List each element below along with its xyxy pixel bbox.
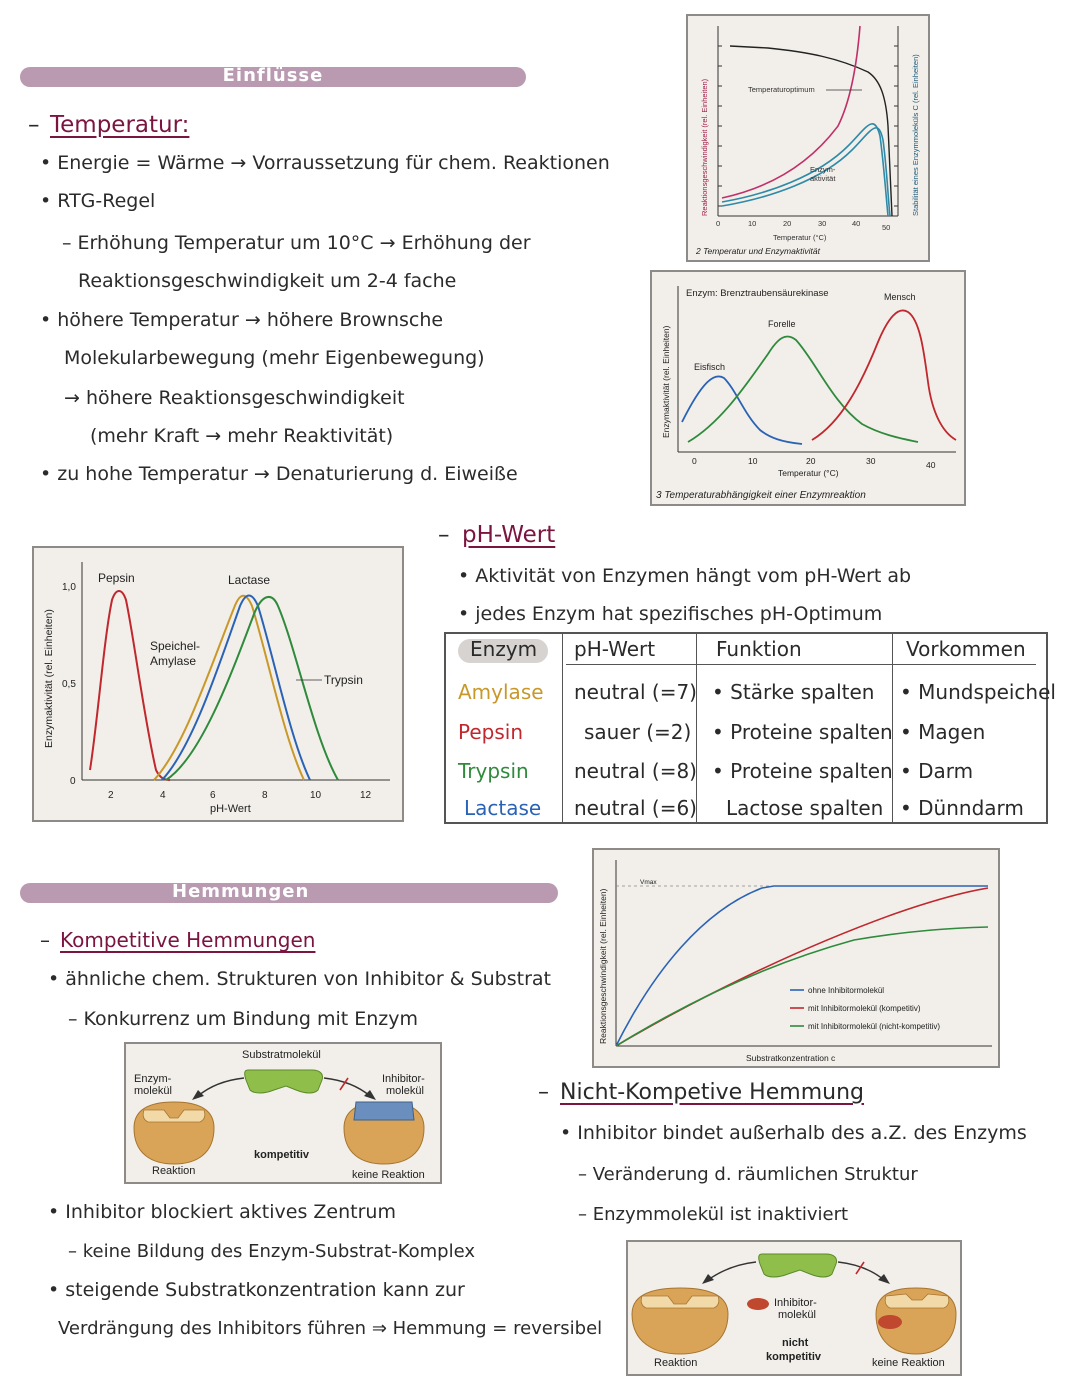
- ph-fig-ytick-05: 0,5: [62, 679, 76, 690]
- table-row-pepsin-ph: sauer (=2): [584, 720, 692, 744]
- ph-label-amylase-1: Speichel-: [150, 639, 201, 653]
- noncompetitive-svg: [628, 1242, 960, 1374]
- temp-line-4: Reaktionsgeschwindigkeit um 2-4 fache: [78, 270, 457, 292]
- ph-line-1: • Aktivität von Enzymen hängt vom pH-Wert ab: [458, 565, 912, 587]
- ph-label-pepsin: Pepsin: [98, 571, 135, 585]
- noncompetitive-line-3: – Enzymmolekül ist inaktiviert: [578, 1204, 849, 1225]
- temp-line-5: • höhere Temperatur → höhere Brownsche: [40, 309, 444, 331]
- kin-legend-3: mit Inhibitormolekül (nicht-kompetitiv): [808, 1022, 941, 1031]
- comp-arrowhead-right: [364, 1090, 376, 1100]
- noncomp-arrowhead-right: [878, 1274, 890, 1284]
- ph-xtick-2: 2: [108, 790, 114, 801]
- temp-line-8: (mehr Kraft → mehr Reaktivität): [90, 425, 394, 447]
- fig3-xtick-10: 10: [748, 456, 758, 466]
- ph-fig-ylabel: Enzymaktivität (rel. Einheiten): [43, 609, 55, 748]
- noncomp-fig-inhibitor-2: molekül: [778, 1309, 816, 1321]
- noncomp-arrowhead-left: [702, 1274, 714, 1284]
- noncompetitive-line-2: – Veränderung d. räumlichen Struktur: [578, 1164, 918, 1185]
- ph-heading: pH-Wert: [462, 522, 556, 548]
- figure-competitive-inhibition: [124, 1042, 442, 1184]
- fig2-ylabel-right: Stabilität eines Enzymmoleküls C (rel. Einheiten): [911, 54, 920, 216]
- table-row-pepsin-funktion: • Proteine spalten: [712, 720, 893, 744]
- ph-fig-xlabel: pH-Wert: [210, 803, 251, 815]
- figure-noncompetitive-inhibition: [626, 1240, 962, 1376]
- dash-marker-competitive: –: [40, 928, 50, 952]
- ph-enzyme-table: [444, 632, 1056, 824]
- comp-fig-substrate: Substratmolekül: [242, 1049, 321, 1061]
- fig2-right-ticks: [894, 46, 898, 206]
- comp-fig-no-reaction: keine Reaktion: [352, 1169, 425, 1181]
- table-row-amylase-vorkommen: • Mundspeichel: [900, 680, 1056, 704]
- noncomp-fig-no-reaction: keine Reaktion: [872, 1357, 945, 1369]
- temp-line-1: • Energie = Wärme → Vorraussetzung für chem. Reaktionen: [40, 152, 610, 174]
- fig2-activity-curve-2: [722, 128, 890, 216]
- ph-fig-xticks: [108, 790, 372, 801]
- table-header-funktion: Funktion: [716, 637, 802, 661]
- noncomp-fig-nicht-2: kompetitiv: [766, 1351, 822, 1363]
- noncomp-arrow-left: [708, 1262, 756, 1280]
- table-row-trypsin-funktion: • Proteine spalten: [712, 759, 893, 783]
- temp-line-2: • RTG-Regel: [40, 190, 156, 212]
- noncompetitive-heading: Nicht-Kompetive Hemmung: [560, 1080, 864, 1105]
- competitive-line-4: – keine Bildung des Enzym-Substrat-Komplex: [68, 1241, 476, 1262]
- noncomp-fig-nicht-1: nicht: [782, 1337, 809, 1349]
- ph-curve-trypsin: [166, 597, 338, 780]
- figure-ph-optimum: [32, 546, 404, 822]
- table-header-vorkommen: Vorkommen: [906, 637, 1026, 661]
- fig2-label-optimum: Temperaturoptimum: [748, 85, 815, 94]
- temperature-heading: Temperatur:: [50, 112, 190, 138]
- table-row-amylase-ph: neutral (=7): [574, 680, 697, 704]
- fig2-xtick-20: 20: [783, 219, 792, 228]
- fig3-xtick-40: 40: [926, 460, 936, 470]
- dash-marker-ph: –: [438, 522, 450, 548]
- noncomp-substrate-molecule: [759, 1254, 837, 1277]
- ph-xtick-6: 6: [210, 790, 216, 801]
- ph-curve-lactase: [162, 596, 310, 781]
- table-divider-1: [562, 634, 563, 822]
- comp-fig-inhibitor-2: molekül: [386, 1085, 424, 1097]
- comp-arrow-left: [198, 1078, 244, 1096]
- fig2-label-activity-2: aktivität: [810, 174, 836, 183]
- dash-marker-noncompetitive: –: [538, 1080, 549, 1105]
- table-row-lactase-funktion: Lactose spalten: [726, 796, 884, 820]
- section-banner-hemmungen: [20, 883, 558, 903]
- noncomp-inhibitor-free: [747, 1298, 769, 1310]
- temp-line-9: • zu hohe Temperatur → Denaturierung d. Eiweiße: [40, 463, 518, 485]
- kinetics-svg: [594, 850, 998, 1066]
- table-row-pepsin-enzym: Pepsin: [458, 720, 523, 744]
- ph-label-amylase-2: Amylase: [150, 654, 197, 668]
- section-banner-einfluesse: [20, 67, 526, 87]
- fig3-ylabel: Enzymaktivität (rel. Einheiten): [661, 325, 671, 438]
- comp-arrowhead-left: [192, 1090, 204, 1100]
- fig2-rate-curve: [722, 26, 860, 198]
- ph-label-trypsin: Trypsin: [324, 673, 363, 687]
- comp-fig-enzyme-2: molekül: [134, 1085, 172, 1097]
- fig3-label-eisfisch: Eisfisch: [694, 362, 726, 372]
- figure-temperature-enzyme-activity: [686, 14, 930, 262]
- competitive-line-1: • ähnliche chem. Strukturen von Inhibitor & Substrat: [48, 968, 551, 990]
- comp-blocked-mark: [340, 1078, 348, 1090]
- table-row-lactase-vorkommen: • Dünndarm: [900, 796, 1024, 820]
- table-row-amylase-enzym: Amylase: [458, 680, 544, 704]
- table-divider-2: [696, 634, 697, 822]
- temp-line-3: – Erhöhung Temperatur um 10°C → Erhöhung der: [62, 232, 531, 254]
- ph-curve-pepsin: [90, 591, 170, 780]
- fig3-xlabel: Temperatur (°C): [778, 468, 839, 478]
- competitive-line-2: – Konkurrenz um Bindung mit Enzym: [68, 1008, 419, 1030]
- fig2-xlabel: Temperatur (°C): [773, 233, 827, 242]
- ph-line-2: • jedes Enzym hat spezifisches pH-Optimum: [458, 603, 883, 625]
- temp-line-6: Molekularbewegung (mehr Eigenbewegung): [64, 347, 485, 369]
- ph-xtick-10: 10: [310, 790, 322, 801]
- section-title-hemmungen: Hemmungen: [172, 881, 310, 902]
- ph-fig-ytick-1: 1,0: [62, 582, 76, 593]
- kin-xlabel: Substratkonzentration c: [746, 1053, 836, 1063]
- ph-label-lactase: Lactase: [228, 573, 271, 587]
- table-row-lactase-enzym: Lactase: [464, 796, 542, 820]
- fig2-label-activity-1: Enzym-: [810, 165, 836, 174]
- figure-temperature-dependence: [650, 270, 966, 506]
- competitive-heading: Kompetitive Hemmungen: [60, 928, 316, 952]
- fig3-curve-forelle: [688, 336, 918, 442]
- figure-inhibition-kinetics: [592, 848, 1000, 1068]
- table-row-trypsin-vorkommen: • Darm: [900, 759, 974, 783]
- comp-substrate-molecule: [245, 1070, 323, 1093]
- kin-legend-2: mit Inhibitormolekül (kompetitiv): [808, 1004, 921, 1013]
- section-title-einfluesse: Einflüsse: [222, 65, 324, 86]
- fig3-title: Enzym: Brenztraubensäurekinase: [686, 288, 829, 299]
- table-row-trypsin-ph: neutral (=8): [574, 759, 697, 783]
- fig3-curve-mensch: [812, 310, 956, 440]
- fig3-label-mensch: Mensch: [884, 292, 916, 302]
- fig2-xtick-40: 40: [852, 219, 861, 228]
- fig2-caption: 2 Temperatur und Enzymaktivität: [696, 246, 820, 256]
- comp-fig-enzyme-1: Enzym-: [134, 1073, 172, 1085]
- table-header-line: [566, 664, 1036, 665]
- table-row-amylase-funktion: • Stärke spalten: [712, 680, 875, 704]
- fig2-left-ticks: [718, 46, 722, 206]
- comp-fig-reaction: Reaktion: [152, 1165, 196, 1177]
- noncomp-inhibitor-bound: [878, 1315, 902, 1329]
- competitive-svg: [126, 1044, 440, 1182]
- fig3-xtick-0: 0: [692, 456, 697, 466]
- table-row-trypsin-enzym: Trypsin: [458, 759, 529, 783]
- fig3-caption: 3 Temperaturabhängigkeit einer Enzymreaktion: [656, 490, 866, 501]
- noncomp-arrow-right: [838, 1262, 884, 1280]
- competitive-line-3: • Inhibitor blockiert aktives Zentrum: [48, 1201, 396, 1223]
- figure-3-svg: [652, 272, 964, 504]
- fig3-xtick-20: 20: [806, 456, 816, 466]
- comp-fig-inhibitor-1: Inhibitor-: [382, 1073, 425, 1085]
- temp-line-7: → höhere Reaktionsgeschwindigkeit: [64, 387, 405, 409]
- comp-fig-kompetitiv: kompetitiv: [254, 1149, 310, 1161]
- figure-2-svg: [688, 16, 928, 260]
- kin-ylabel: Reaktionsgeschwindigkeit (rel. Einheiten): [598, 888, 608, 1044]
- comp-inhibitor-bound: [354, 1102, 414, 1120]
- fig2-stability-curve: [730, 46, 892, 216]
- competitive-line-5: • steigende Substratkonzentration kann zur: [48, 1279, 465, 1301]
- fig2-xtick-10: 10: [748, 219, 757, 228]
- table-row-lactase-ph: neutral (=6): [574, 796, 697, 820]
- fig3-label-forelle: Forelle: [768, 319, 796, 329]
- ph-fig-ytick-0: 0: [70, 776, 76, 787]
- fig2-xticks: [716, 219, 890, 232]
- ph-xtick-12: 12: [360, 790, 372, 801]
- fig3-xtick-30: 30: [866, 456, 876, 466]
- dash-marker: –: [28, 112, 40, 138]
- fig2-xtick-50: 50: [882, 223, 891, 232]
- noncomp-fig-reaction: Reaktion: [654, 1357, 698, 1369]
- fig2-xtick-30: 30: [818, 219, 827, 228]
- kin-vmax: Vmax: [640, 879, 657, 886]
- ph-figure-svg: [34, 548, 402, 820]
- fig2-ylabel-left: Reaktionsgeschwindigkeit (rel. Einheiten): [700, 78, 709, 216]
- ph-xtick-4: 4: [160, 790, 166, 801]
- noncomp-fig-inhibitor-1: Inhibitor-: [774, 1297, 817, 1309]
- ph-xtick-8: 8: [262, 790, 268, 801]
- fig2-xtick-0: 0: [716, 219, 721, 228]
- table-row-pepsin-vorkommen: • Magen: [900, 720, 986, 744]
- ph-curve-amylase: [154, 596, 304, 780]
- noncompetitive-line-1: • Inhibitor bindet außerhalb des a.Z. des Enzyms: [560, 1122, 1027, 1144]
- table-header-enzym: Enzym: [470, 637, 538, 661]
- kin-legend-1: ohne Inhibitormolekül: [808, 986, 885, 995]
- competitive-line-6: Verdrängung des Inhibitors führen ⇒ Hemmung = reversibel: [58, 1318, 603, 1339]
- table-header-ph: pH-Wert: [574, 637, 656, 661]
